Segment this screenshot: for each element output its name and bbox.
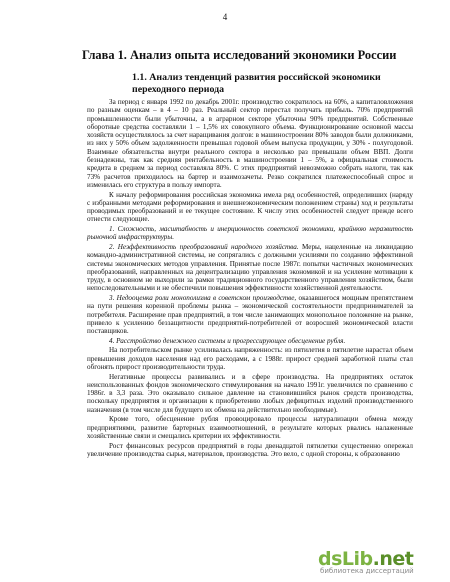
logo-tail-text: .net xyxy=(372,548,414,570)
paragraph: К началу реформирования российская экономика имела ряд особенностей, определивших (наряду с избранными методами реформирования и внешнеэкономическим положением страны) ход и результаты проводимых преобразований и ее текущее состояние. К числу этих особенностей следует прежде всего отнести следующие. xyxy=(87,190,413,224)
item-text: Меры, нацеленные на ликвидацию командно-административной системы, не сопрягались с должными усилиями по созданию эффективной системы экономических методов управления. Принятые после 1987г. попытки частичных экономических преобразований, направленных на децентрализацию управления экономикой и на усиление мотивации к труду, в основном не выходили за рамки традиционного государственного управления хозяйством, были непоследовательными и не обеспечили повышения эффективности хозяйственной деятельности. xyxy=(87,242,413,293)
paragraph: Рост финансовых ресурсов предприятий в годы двенадцатой пятилетки существенно опережал увеличение производства сырья, материалов, производства. Это вело, с одной стороны, к образованию xyxy=(87,441,413,458)
paragraph: За период с января 1992 по декабрь 2001г. производство сократилось на 60%, а капиталовложения по разным оценкам – в 4 – 10 раз. Реальный сектор перестал получать прибыль. 70% предприятий промышленности были убыточны, а в аграрном секторе убыточны 90% предприятий. Собственные оборотные средства составляли 1 – 1,5% их совокупного объема. Функционирование основной массы хозяйств осуществлялось за счет наращивания долгов: в машиностроении 80% заводов были должниками, из них у 50% объем задолженности превышал годовой объем выпуска продукции, у 30% - полугодовой. Взаимные обязательства внутри реального сектора в несколько раз превышали объем ВВП. Долги безнадежны, так как средняя рентабельность в машиностроении 1 – 5%, а официальная стоимость кредита в среднем за период составляла 80%. С этих предприятий невозможно собрать налоги, так как 73% расчетов приходилось на бартер и взаимозачеты. Резко сократился платежеспособный спрос и изменилась его структура в пользу импорта. xyxy=(87,98,413,189)
item-lead: 3. Недооценка роли монополизма в советском производстве, xyxy=(109,294,297,303)
dslib-watermark[interactable] xyxy=(318,548,444,578)
section-title: 1.1. Анализ тенденций развития российской экономики переходного периода xyxy=(132,72,381,95)
page-number: 4 xyxy=(222,12,228,22)
paragraph xyxy=(87,337,413,345)
watermark-subtitle: библиотека диссертаций xyxy=(320,567,414,575)
item-text: оказавшегося мощным препятствием на пути решения коренной проблемы рынка – экономической состоятельности предпринимателей за потребителя. Расширение прав предприятий, в том числе занимающих монопольное положение на рынке, привело к усилению беззащитности предприятий-потребителей от возросшей экономической власти поставщиков. xyxy=(87,294,413,336)
item-lead: 2. Неэффективность преобразований народного хозяйства. xyxy=(109,242,299,251)
italic-item: 1. Сложность, масштабность и инерционность советской экономики, крайнюю неразвитость рыночной инфраструктуры. xyxy=(87,225,413,242)
chapter-title: Глава 1. Анализ опыта исследований экономики России xyxy=(82,48,397,62)
document-body xyxy=(87,98,413,459)
paragraph: На потребительском рынке усиливалась напряженность: из пятилетия в пятилетие нарастал объем превышения доходов населения над его расходами, а с 1988г. прирост средней заработной платы стал обгонять прирост производительности труда. xyxy=(87,346,413,371)
paragraph xyxy=(87,294,413,335)
paragraph: Негативные процессы развивались и в сфере производства. На предприятиях остаток неиспользованных фондов экономического стимулирования на начало 1991г. увеличился по сравнению с 1986г. в 3,3 раза. Это оказывало сильное давление на становившийся рынок средств производства, поскольку предприятия и организации к приобретению любых дефицитных изделий производственного назначения (в том числе для будущего их обмена на действительно необходимые). xyxy=(87,372,413,414)
paragraph xyxy=(87,243,413,293)
paragraph: Кроме того, обесценение рубля провоцировало процессы натурализации обмена между предприятиями, развитие бартерных взаимоотношений, в результате которых рвались налаженные хозяйственные связи и смещались критерии их эффективности. xyxy=(87,415,413,440)
italic-item: 4. Расстройство денежного системы и прогрессирующее обесценение рубля. xyxy=(109,336,346,345)
paragraph xyxy=(87,225,413,242)
logo-main-text: dsLib xyxy=(318,548,373,570)
